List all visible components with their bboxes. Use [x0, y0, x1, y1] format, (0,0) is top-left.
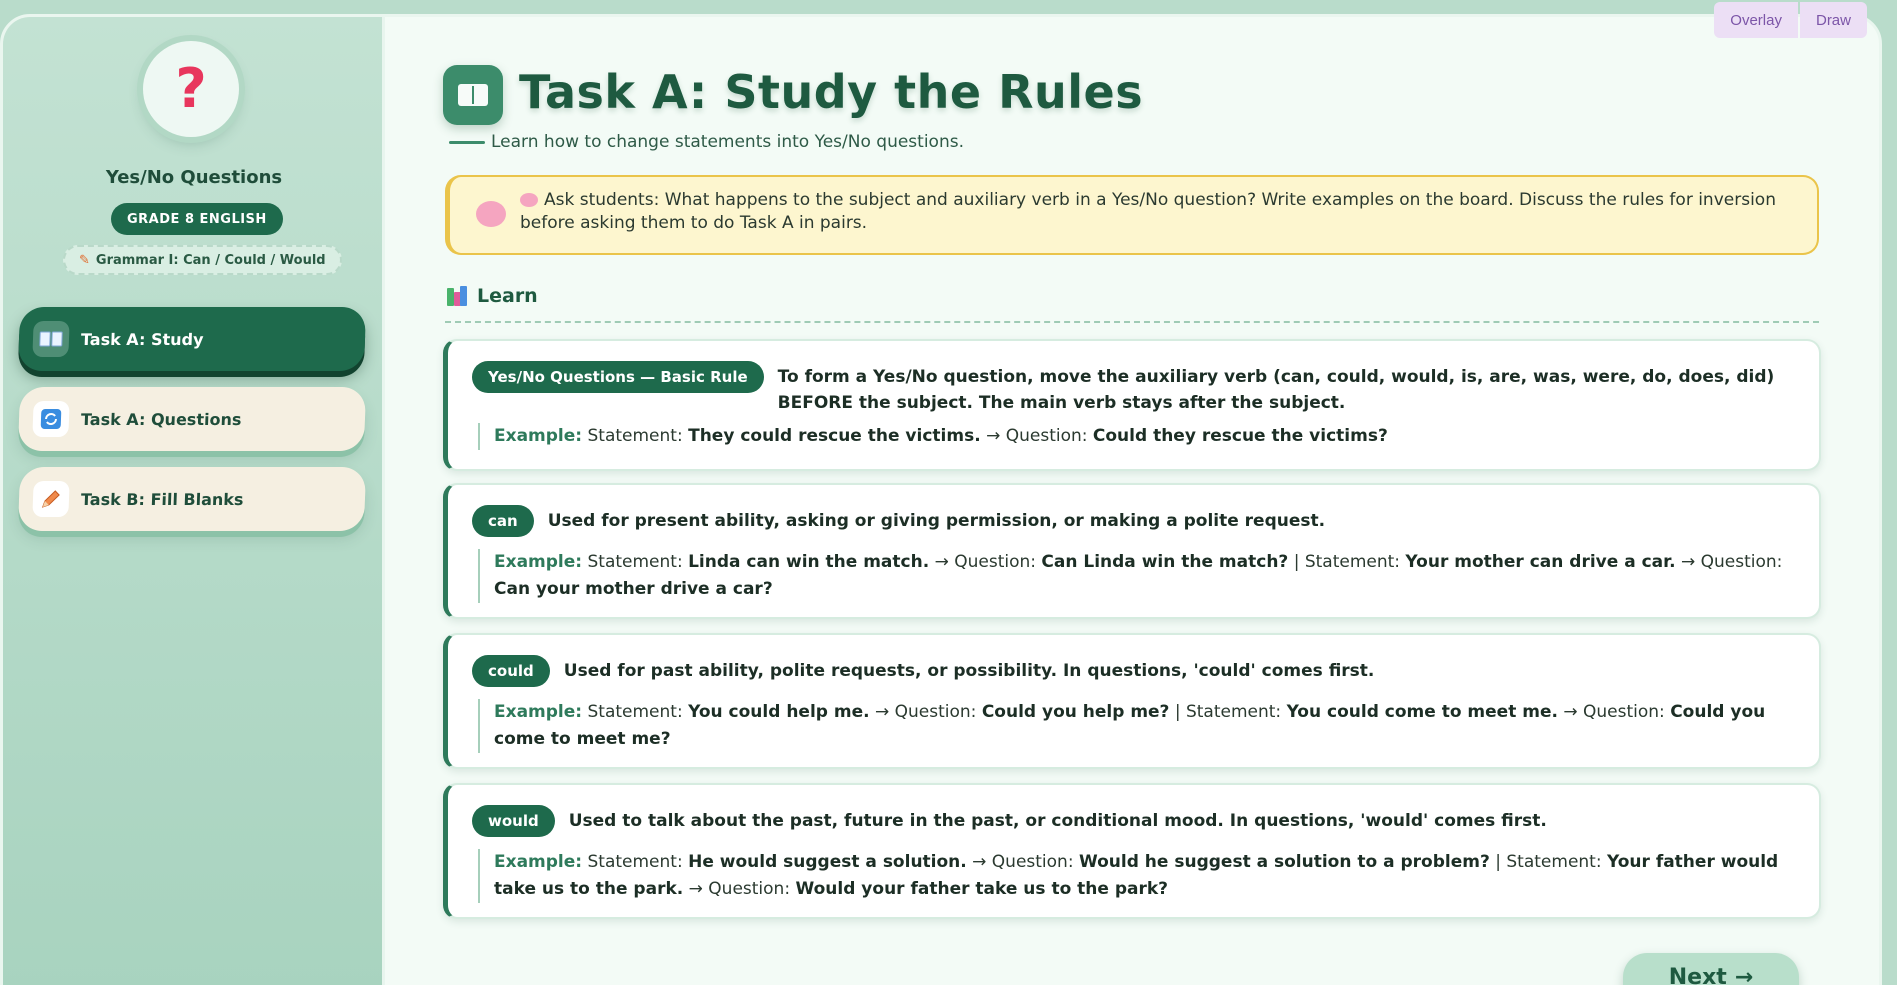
rule-example: Example: Statement: They could rescue the victims. → Question: Could they rescue the victims? — [478, 423, 1789, 450]
subtitle-accent — [449, 141, 485, 144]
learn-heading-label: Learn — [477, 285, 538, 307]
draw-button[interactable]: Draw — [1800, 2, 1867, 38]
books-icon — [447, 286, 467, 306]
scrollbar[interactable] — [1882, 14, 1897, 985]
lesson-logo — [143, 41, 239, 137]
sidebar-item-task-a-study[interactable] — [18, 307, 366, 371]
learn-heading — [447, 285, 538, 307]
sidebar — [3, 17, 385, 985]
page-subtitle: Learn how to change statements into Yes/No questions. — [491, 132, 964, 152]
rule-card-can — [443, 483, 1821, 619]
rule-tag: could — [472, 655, 550, 687]
next-button[interactable] — [1623, 953, 1799, 985]
rule-tag: would — [472, 805, 555, 837]
rule-card-could — [443, 633, 1821, 769]
pencil-icon — [32, 481, 69, 517]
brain-icon — [476, 201, 506, 227]
question-mark-icon: ? — [175, 57, 207, 120]
rule-example: Example: Statement: Linda can win the match. → Question: Can Linda win the match? | Statement: Your mother can drive a car. → Question: Can your mother drive a car? — [478, 549, 1789, 603]
next-label: Next — [1668, 965, 1727, 985]
rule-description: To form a Yes/No question, move the auxiliary verb (can, could, would, is, are, was, were, do, does, did) BEFORE the subject. The main verb stays after the subject. — [777, 367, 1775, 414]
brain-icon — [520, 193, 538, 207]
teacher-note-text: Ask students: What happens to the subject and auxiliary verb in a Yes/No question? Write examples on the board. Discuss the rules for inversion before asking them to do Task A in pairs. — [520, 190, 1776, 233]
app-frame — [0, 14, 1882, 985]
sidebar-item-label: Task A: Study — [80, 329, 204, 349]
main-content — [443, 17, 1823, 985]
rule-card-basic — [443, 339, 1821, 471]
rule-description: Used to talk about the past, future in the past, or conditional mood. In questions, 'would' comes first. — [568, 811, 1547, 831]
teacher-note — [445, 175, 1819, 255]
rule-description: Used for present ability, asking or giving permission, or making a polite request. — [547, 511, 1326, 531]
arrow-right-icon: → — [1734, 965, 1754, 985]
rule-example: Example: Statement: He would suggest a solution. → Question: Would he suggest a solution to a problem? | Statement: Your father would take us to the park. → Question: Would your father take us to the park? — [478, 849, 1789, 903]
page-title: Task A: Study the Rules — [519, 65, 1144, 119]
rule-description: Used for past ability, polite requests, or possibility. In questions, 'could' comes first. — [563, 661, 1375, 681]
grammar-tag-label: Grammar I: Can / Could / Would — [95, 252, 326, 268]
sidebar-item-task-b-fill-blanks[interactable] — [18, 467, 366, 531]
book-icon — [443, 65, 503, 125]
top-toolbar — [1714, 2, 1867, 38]
sidebar-item-label: Task A: Questions — [80, 409, 242, 429]
lesson-title: Yes/No Questions — [105, 167, 283, 188]
grammar-tag — [63, 245, 342, 275]
sidebar-item-label: Task B: Fill Blanks — [80, 489, 244, 509]
overlay-button[interactable]: Overlay — [1714, 2, 1798, 38]
rule-example: Example: Statement: You could help me. → Question: Could you help me? | Statement: You could come to meet me. → Question: Could you come to meet me? — [478, 699, 1789, 753]
pencil-icon: ✎ — [79, 252, 90, 268]
rule-tag: can — [472, 505, 534, 537]
rule-card-would — [443, 783, 1821, 919]
open-book-icon — [32, 321, 69, 357]
refresh-icon — [32, 401, 69, 437]
rule-tag: Yes/No Questions — Basic Rule — [472, 361, 764, 393]
grade-badge: GRADE 8 ENGLISH — [111, 203, 283, 235]
sidebar-item-task-a-questions[interactable] — [18, 387, 366, 451]
divider — [445, 321, 1819, 323]
